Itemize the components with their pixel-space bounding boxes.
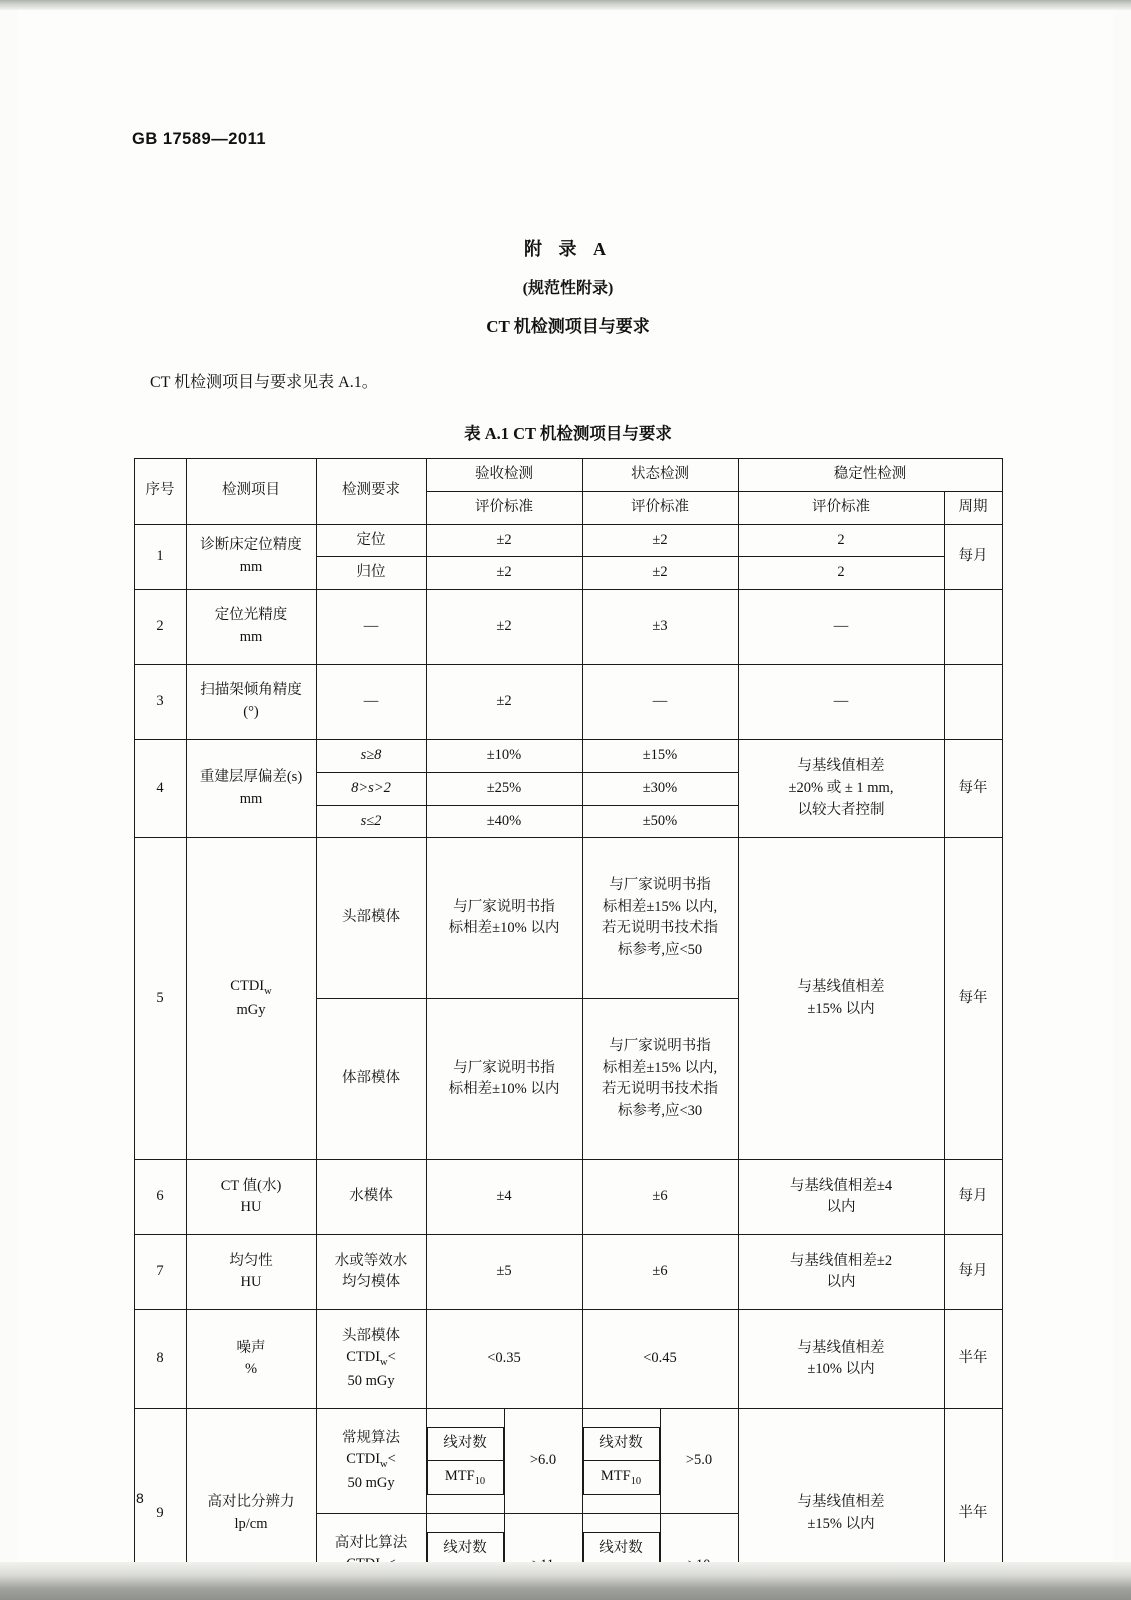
acceptance-line-1: 与厂家说明书指 bbox=[453, 898, 555, 915]
cell-status: ±2 bbox=[582, 524, 738, 557]
cell-status bbox=[582, 999, 738, 1160]
cell-period: 每月 bbox=[944, 1235, 1002, 1310]
cell-status: — bbox=[582, 665, 738, 740]
cell-requirement: 头部模体 bbox=[316, 838, 426, 999]
cell-status: ±6 bbox=[582, 1235, 738, 1310]
requirement-line-2: 均匀模体 bbox=[342, 1274, 400, 1291]
item-line-2: HU bbox=[240, 1274, 262, 1291]
stability-line-1: 与基线值相差±4 bbox=[789, 1177, 893, 1194]
item-line-2: mm bbox=[239, 629, 263, 645]
requirement-line-1: 常规算法 bbox=[342, 1429, 400, 1446]
item-line-1: 高对比分辨力 bbox=[207, 1494, 295, 1510]
page-content bbox=[118, 130, 1018, 1600]
page-edge-top bbox=[0, 0, 1131, 10]
header-seq: 序号 bbox=[134, 459, 186, 525]
cell-acceptance: ±2 bbox=[426, 665, 582, 740]
status-line-4: 标参考,应<30 bbox=[617, 1103, 703, 1119]
header-requirement: 检测要求 bbox=[316, 459, 426, 525]
item-line-2: lp/cm bbox=[234, 1515, 268, 1532]
cell-seq: 5 bbox=[134, 838, 186, 1160]
cell-seq: 4 bbox=[134, 740, 186, 838]
status-line-3: 若无说明书技术指 bbox=[602, 1081, 718, 1098]
ct-requirements-table bbox=[134, 458, 1003, 1600]
item-line-2: HU bbox=[240, 1199, 262, 1216]
requirement-line-3: 50 mGy bbox=[347, 1373, 395, 1390]
annex-subtitle: (规范性附录) bbox=[522, 280, 614, 297]
cell-stability: 2 bbox=[738, 524, 944, 557]
table-header-row-1 bbox=[134, 459, 1002, 492]
cell-status bbox=[582, 838, 738, 999]
page-number: 8 bbox=[136, 1490, 144, 1506]
status-label-2: $MTF_{10}$ bbox=[583, 1460, 659, 1495]
status-line-1: 与厂家说明书指 bbox=[609, 876, 711, 893]
cell-acceptance: ±2 bbox=[426, 590, 582, 665]
cell-acceptance-labels bbox=[426, 1409, 504, 1514]
cell-acceptance: ±2 bbox=[426, 524, 582, 557]
cell-item bbox=[186, 590, 316, 665]
status-line-2: 标相差±15% 以内, bbox=[602, 898, 718, 915]
requirement-line-3: 50 mGy bbox=[347, 1475, 395, 1492]
item-line-1: 均匀性 bbox=[229, 1252, 273, 1269]
status-label-1: 线对数 bbox=[583, 1428, 659, 1461]
cell-stability bbox=[738, 1160, 944, 1235]
item-line-2: % bbox=[244, 1361, 258, 1378]
acceptance-line-1: 与厂家说明书指 bbox=[453, 1059, 555, 1076]
item-line-1: 扫描架倾角精度 bbox=[200, 682, 302, 699]
cell-acceptance: ±2 bbox=[426, 557, 582, 590]
table-row bbox=[134, 590, 1002, 665]
item-line-1: 诊断床定位精度 bbox=[200, 537, 302, 553]
stability-line-3: 以较大者控制 bbox=[797, 801, 885, 818]
cell-acceptance bbox=[426, 999, 582, 1160]
cell-period: 半年 bbox=[944, 1310, 1002, 1409]
cell-acceptance: ±4 bbox=[426, 1160, 582, 1235]
requirement-line-1: 头部模体 bbox=[342, 1327, 400, 1344]
cell-status: ±6 bbox=[582, 1160, 738, 1235]
cell-requirement: 定位 bbox=[316, 524, 426, 557]
cell-requirement: — bbox=[316, 665, 426, 740]
paper-surface bbox=[18, 10, 1113, 1562]
standard-code-header: GB 17589—2011 bbox=[132, 130, 267, 148]
cell-item bbox=[186, 665, 316, 740]
stability-line-2: ±10% 以内 bbox=[807, 1361, 875, 1378]
header-status-criteria: 评价标准 bbox=[582, 491, 738, 524]
annex-name: CT 机检测项目与要求 bbox=[486, 317, 650, 336]
table-row bbox=[134, 838, 1002, 999]
item-line-2: mGy bbox=[236, 1001, 266, 1018]
cell-requirement: 归位 bbox=[316, 557, 426, 590]
cell-seq: 6 bbox=[134, 1160, 186, 1235]
item-line-1: $CTDI_w$ bbox=[230, 978, 272, 997]
cell-status: ±50% bbox=[582, 805, 738, 838]
cell-acceptance: ±5 bbox=[426, 1235, 582, 1310]
cell-period: 半年 bbox=[944, 1409, 1002, 1600]
status-line-1: 与厂家说明书指 bbox=[609, 1037, 711, 1054]
item-line-1: 定位光精度 bbox=[214, 607, 288, 624]
cell-period bbox=[944, 665, 1002, 740]
cell-seq: 8 bbox=[134, 1310, 186, 1409]
cell-period bbox=[944, 590, 1002, 665]
header-period: 周期 bbox=[944, 491, 1002, 524]
page-edge-bottom bbox=[0, 1562, 1131, 1600]
acceptance-label-1: 线对数 bbox=[427, 1428, 503, 1461]
acceptance-line-2: 标相差±10% 以内 bbox=[448, 920, 560, 937]
table-row bbox=[134, 740, 1002, 773]
cell-period: 每年 bbox=[944, 740, 1002, 838]
cell-acceptance bbox=[426, 838, 582, 999]
cell-item bbox=[186, 1160, 316, 1235]
cell-requirement bbox=[316, 1235, 426, 1310]
status-line-3: 若无说明书技术指 bbox=[602, 920, 718, 937]
cell-stability bbox=[738, 740, 944, 838]
acceptance-line-2: 标相差±10% 以内 bbox=[448, 1081, 560, 1098]
cell-status: ±2 bbox=[582, 557, 738, 590]
table-row bbox=[134, 1409, 1002, 1514]
item-line-1: CT 值(水) bbox=[220, 1177, 282, 1194]
cell-seq: 2 bbox=[134, 590, 186, 665]
cell-status: ±15% bbox=[582, 740, 738, 773]
cell-status-value: >5.0 bbox=[660, 1409, 738, 1514]
cell-acceptance: ±40% bbox=[426, 805, 582, 838]
cell-item bbox=[186, 1235, 316, 1310]
requirement-line-2: $CTDI_w<$ bbox=[346, 1349, 396, 1369]
cell-acceptance: ±25% bbox=[426, 772, 582, 805]
cell-period: 每年 bbox=[944, 838, 1002, 1160]
cell-stability: — bbox=[738, 590, 944, 665]
cell-status-labels bbox=[582, 1409, 660, 1514]
cell-requirement bbox=[316, 1409, 426, 1514]
header-item: 检测项目 bbox=[186, 459, 316, 525]
item-line-2: mm bbox=[239, 558, 263, 575]
status-label-1: 线对数 bbox=[583, 1533, 659, 1566]
cell-item bbox=[186, 524, 316, 590]
header-acceptance: 验收检测 bbox=[426, 459, 582, 492]
table-row bbox=[134, 1160, 1002, 1235]
cell-item bbox=[186, 838, 316, 1160]
cell-requirement: 8>s>2 bbox=[316, 772, 426, 805]
item-line-1: 噪声 bbox=[236, 1339, 266, 1356]
stability-line-1: 与基线值相差 bbox=[797, 1494, 885, 1510]
annex-title: 附 录 A bbox=[524, 239, 612, 259]
cell-stability: — bbox=[738, 665, 944, 740]
stability-line-2: ±20% 或 ± 1 mm, bbox=[788, 779, 894, 796]
cell-stability bbox=[738, 838, 944, 1160]
cell-acceptance: ±10% bbox=[426, 740, 582, 773]
status-line-2: 标相差±15% 以内, bbox=[602, 1059, 718, 1076]
cell-seq: 9 bbox=[134, 1409, 186, 1600]
status-line-4: 标参考,应<50 bbox=[617, 942, 703, 958]
cell-requirement: 水模体 bbox=[316, 1160, 426, 1235]
cell-item bbox=[186, 1310, 316, 1409]
table-row bbox=[134, 1310, 1002, 1409]
cell-requirement bbox=[316, 1310, 426, 1409]
cell-status: ±3 bbox=[582, 590, 738, 665]
stability-line-2: ±15% 以内 bbox=[807, 1000, 875, 1017]
table-row bbox=[134, 524, 1002, 557]
stability-line-2: 以内 bbox=[826, 1274, 856, 1291]
cell-acceptance: <0.35 bbox=[426, 1310, 582, 1409]
cell-stability: 2 bbox=[738, 557, 944, 590]
stability-line-1: 与基线值相差 bbox=[797, 979, 885, 995]
cell-status: ±30% bbox=[582, 772, 738, 805]
cell-acceptance-value: >6.0 bbox=[504, 1409, 582, 1514]
stability-line-1: 与基线值相差 bbox=[797, 1339, 885, 1356]
stability-line-2: 以内 bbox=[826, 1199, 856, 1216]
requirement-line-1: 高对比算法 bbox=[334, 1534, 408, 1551]
cell-item bbox=[186, 740, 316, 838]
cell-stability bbox=[738, 1310, 944, 1409]
stability-line-1: 与基线值相差±2 bbox=[789, 1252, 893, 1269]
acceptance-label-2: $MTF_{10}$ bbox=[427, 1460, 503, 1495]
table-row bbox=[134, 1235, 1002, 1310]
cell-seq: 3 bbox=[134, 665, 186, 740]
cell-period: 每月 bbox=[944, 1160, 1002, 1235]
item-line-1: 重建层厚偏差(s) bbox=[199, 768, 303, 785]
item-line-2: mm bbox=[239, 790, 263, 807]
stability-line-1: 与基线值相差 bbox=[797, 758, 885, 774]
cell-status: <0.45 bbox=[582, 1310, 738, 1409]
cell-requirement: s≥8 bbox=[316, 740, 426, 773]
requirement-line-2: $CTDI_w<$ bbox=[346, 1451, 396, 1471]
requirement-line-1: 水或等效水 bbox=[334, 1252, 408, 1269]
stability-line-2: ±15% 以内 bbox=[807, 1515, 875, 1532]
cell-requirement: s≤2 bbox=[316, 805, 426, 838]
cell-stability bbox=[738, 1235, 944, 1310]
table-caption: 表 A.1 CT 机检测项目与要求 bbox=[464, 424, 672, 443]
intro-paragraph: CT 机检测项目与要求见表 A.1。 bbox=[150, 374, 378, 391]
cell-seq: 7 bbox=[134, 1235, 186, 1310]
table-row bbox=[134, 665, 1002, 740]
header-acceptance-criteria: 评价标准 bbox=[426, 491, 582, 524]
cell-seq: 1 bbox=[134, 524, 186, 590]
cell-period: 每月 bbox=[944, 524, 1002, 590]
cell-requirement: 体部模体 bbox=[316, 999, 426, 1160]
header-status: 状态检测 bbox=[582, 459, 738, 492]
cell-requirement: — bbox=[316, 590, 426, 665]
acceptance-label-1: 线对数 bbox=[427, 1533, 503, 1566]
header-stability: 稳定性检测 bbox=[738, 459, 1002, 492]
header-stability-criteria: 评价标准 bbox=[738, 491, 944, 524]
item-line-2: (°) bbox=[243, 704, 259, 720]
